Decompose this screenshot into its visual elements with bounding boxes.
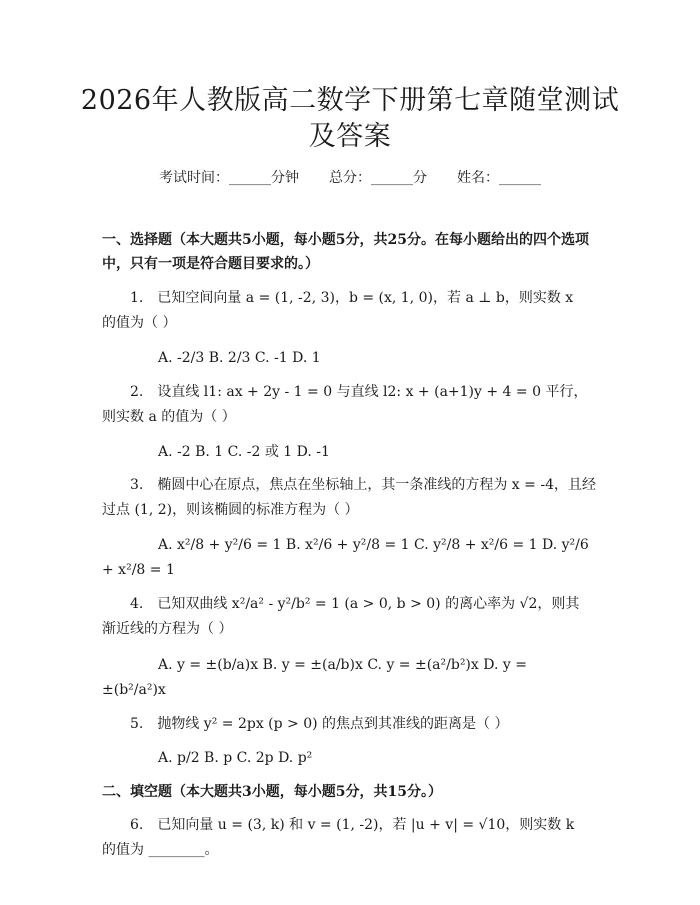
question-4-options-line1: [102, 652, 602, 678]
question-text: 3. 椭圆中心在原点，焦点在坐标轴上，其一条准线的方程为 x = -4，且经: [130, 477, 596, 493]
question-2-options: [102, 439, 602, 465]
exam-time: 考试时间：______分钟: [159, 170, 299, 186]
question-1-line1: [102, 285, 602, 311]
options-text: A. y = ±(b/a)x B. y = ±(a/b)x C. y = ±(a²/b²)x D. y =: [158, 657, 527, 673]
question-2-line1: [102, 379, 602, 405]
question-text: 2. 设直线 l1: ax + 2y - 1 = 0 与直线 l2: x + (a+1)y + 4 = 0 平行，: [130, 384, 588, 400]
exam-title-line2: 及答案: [308, 121, 392, 152]
question-5-options: [102, 745, 602, 771]
question-3-line2: 过点 (1, 2)，则该椭圆的标准方程为（ ）: [102, 502, 359, 518]
exam-meta: [0, 168, 700, 188]
options-text: A. -2 B. 1 C. -2 或 1 D. -1: [158, 444, 330, 460]
question-6-line1: [102, 812, 602, 838]
question-3-line1: [102, 472, 602, 498]
question-4-options-line2: ±(b²/a²)x: [102, 682, 166, 698]
question-text: 5. 抛物线 y² = 2px (p > 0) 的焦点到其准线的距离是（ ）: [130, 716, 509, 732]
exam-score: 总分：______分: [329, 170, 427, 186]
section2-heading: 二、填空题（本大题共3小题，每小题5分，共15分。）: [102, 784, 442, 800]
section1-heading-line2: 中，只有一项是符合题目要求的。）: [102, 256, 319, 272]
question-3-options-line2: + x²/8 = 1: [102, 562, 175, 578]
section1-heading-line1: 一、选择题（本大题共5小题，每小题5分，共25分。在每小题给出的四个选项: [102, 232, 589, 248]
question-6-line2: 的值为 ________。: [102, 842, 219, 858]
question-text: 6. 已知向量 u = (3, k) 和 v = (1, -2)，若 |u + v| = √10，则实数 k: [130, 817, 575, 833]
question-2-line2: 则实数 a 的值为（ ）: [102, 409, 236, 425]
options-text: A. p/2 B. p C. 2p D. p²: [158, 750, 313, 766]
question-text: 4. 已知双曲线 x²/a² - y²/b² = 1 (a > 0, b > 0) 的离心率为 √2，则其: [130, 596, 580, 612]
options-text: A. x²/8 + y²/6 = 1 B. x²/6 + y²/8 = 1 C. y²/8 + x²/6 = 1 D. y²/6: [158, 537, 589, 553]
question-5-line1: [102, 711, 602, 737]
question-text: 1. 已知空间向量 a = (1, -2, 3)，b = (x, 1, 0)，若 a ⊥ b，则实数 x: [130, 290, 574, 306]
options-text: A. -2/3 B. 2/3 C. -1 D. 1: [158, 350, 321, 366]
question-4-line2: 渐近线的方程为（ ）: [102, 621, 233, 637]
question-1-options: [102, 345, 602, 371]
question-3-options-line1: [102, 532, 602, 558]
question-4-line1: [102, 591, 602, 617]
student-name: 姓名：______: [457, 170, 541, 186]
exam-title-line1: 2026年人教版高二数学下册第七章随堂测试: [80, 85, 620, 116]
question-1-line2: 的值为（ ）: [102, 315, 177, 331]
